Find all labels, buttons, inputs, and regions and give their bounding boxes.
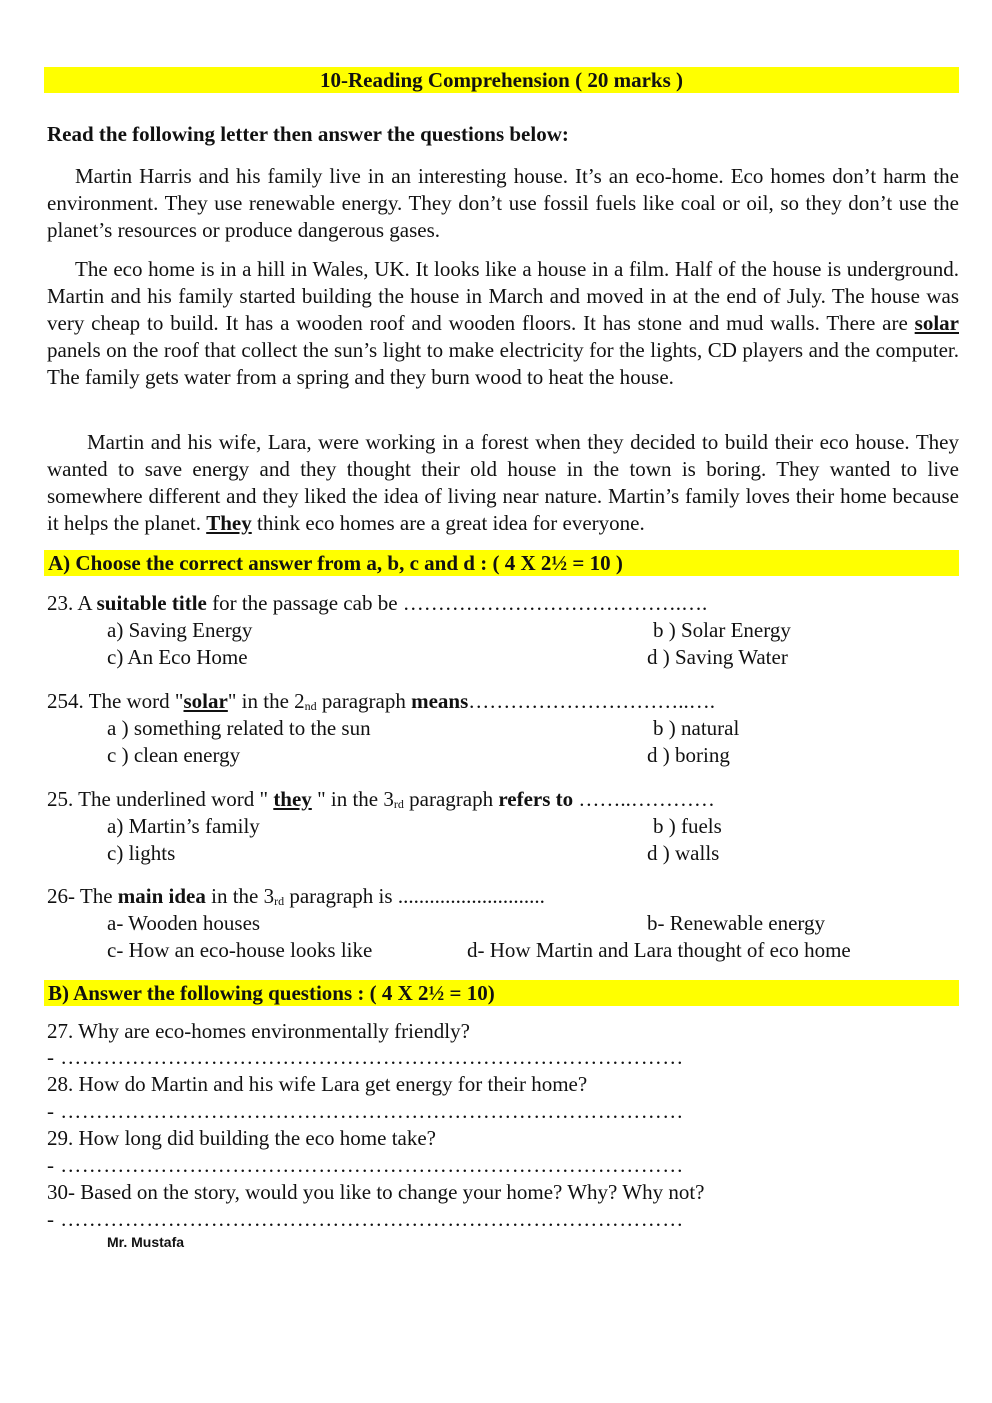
p3-text-after: think eco homes are a great idea for everyone. [251,511,645,535]
q24-option-c[interactable]: c ) clean energy [107,743,241,767]
q25-ordinal: rd [393,797,404,811]
question-27: 27. Why are eco-homes environmentally friendly? [47,1019,470,1043]
passage-paragraph-3 [47,429,959,537]
question-28: 28. How do Martin and his wife Lara get energy for their home? [47,1072,588,1096]
q24-ordinal: nd [304,699,317,713]
q26-mid: in the 3 [205,884,275,908]
q26-ordinal: rd [274,894,285,908]
section-b-heading: B) Answer the following questions : ( 4 X 2½ = 10) [44,980,959,1006]
q24-option-b[interactable]: b ) natural [653,716,740,740]
q24-pre: 254. The word " [47,689,184,713]
section-title: 10-Reading Comprehension ( 20 marks ) [44,67,959,93]
q24-post1: paragraph [316,689,412,713]
q25-option-d[interactable]: d ) walls [647,841,720,865]
q23-bold: suitable title [96,591,207,615]
question-23 [47,590,707,616]
q26-option-a[interactable]: a- Wooden houses [107,911,261,935]
question-29: 29. How long did building the eco home take? [47,1126,437,1150]
section-a-heading: A) Choose the correct answer from a, b, c and d : ( 4 X 2½ = 10 ) [44,550,959,576]
q23-post: for the passage cab be ………………………………….…. [206,591,708,615]
q23-option-a[interactable]: a) Saving Energy [107,618,253,642]
passage-paragraph-2 [47,256,959,391]
q23-option-c[interactable]: c) An Eco Home [107,645,248,669]
p2-text-after: panels on the roof that collect the sun’s light to make electricity for the lights, CD players and the computer. The family gets water from a spring and they burn wood to heat the house. [47,338,959,389]
q26-pre: 26- The [47,884,118,908]
p2-text-before: The eco home is in a hill in Wales, UK. It looks like a house in a film. Half of the house is underground. Martin and his family started building the house in March and moved in at the end of July. The house was very cheap to build. It has a wooden roof and wooden floors. It has stone and mud walls. There are [47,257,959,335]
passage-paragraph-1: Martin Harris and his family live in an interesting house. It’s an eco-home. Eco homes don’t harm the environment. They use renewable energy. They don’t use fossil fuels like coal or oil, so they don’t use the planet’s resources or produce dangerous gases. [47,164,959,242]
q24-post2: …………………………..…. [468,689,716,713]
author-signature: Mr. Mustafa [107,1234,185,1250]
q26-option-d[interactable]: d- How Martin and Lara thought of eco home [467,938,851,962]
q25-option-a[interactable]: a) Martin’s family [107,814,260,838]
q25-post2: ……..………… [573,787,715,811]
q25-mid: " in the 3 [311,787,394,811]
q26-bold: main idea [117,884,206,908]
q24-option-a[interactable]: a ) something related to the sun [107,716,371,740]
answer-line-27[interactable]: - …………………………………………………………………………… [47,1045,684,1069]
q25-post1: paragraph [403,787,499,811]
q26-post: paragraph is ............................ [284,884,545,908]
q25-word: they [273,787,312,811]
instruction: Read the following letter then answer the questions below: [47,122,569,146]
p3-text-before: Martin and his wife, Lara, were working in a forest when they decided to build their eco house. They wanted to save energy and they thought their old house in the town is boring. They wanted to live somewhere different and they liked the idea of living near nature. Martin’s family loves their home because it helps the planet. [47,430,959,535]
q24-bold: means [411,689,469,713]
q24-word: solar [183,689,228,713]
q25-option-c[interactable]: c) lights [107,841,176,865]
q23-option-b[interactable]: b ) Solar Energy [653,618,791,642]
q26-option-c[interactable]: c- How an eco-house looks like [107,938,373,962]
q25-bold: refers to [498,787,574,811]
q24-mid: " in the 2 [227,689,305,713]
underlined-word-solar: solar [914,311,959,335]
answer-line-28[interactable]: - …………………………………………………………………………… [47,1099,684,1123]
question-30: 30- Based on the story, would you like to change your home? Why? Why not? [47,1180,705,1204]
answer-line-29[interactable]: - …………………………………………………………………………… [47,1153,684,1177]
q23-pre: 23. A [47,591,97,615]
q26-option-b[interactable]: b- Renewable energy [647,911,826,935]
q25-pre: 25. The underlined word " [47,787,274,811]
underlined-word-they: They [206,511,252,535]
q25-option-b[interactable]: b ) fuels [653,814,722,838]
answer-line-30[interactable]: - …………………………………………………………………………… [47,1207,684,1231]
q24-option-d[interactable]: d ) boring [647,743,730,767]
q23-option-d[interactable]: d ) Saving Water [647,645,788,669]
